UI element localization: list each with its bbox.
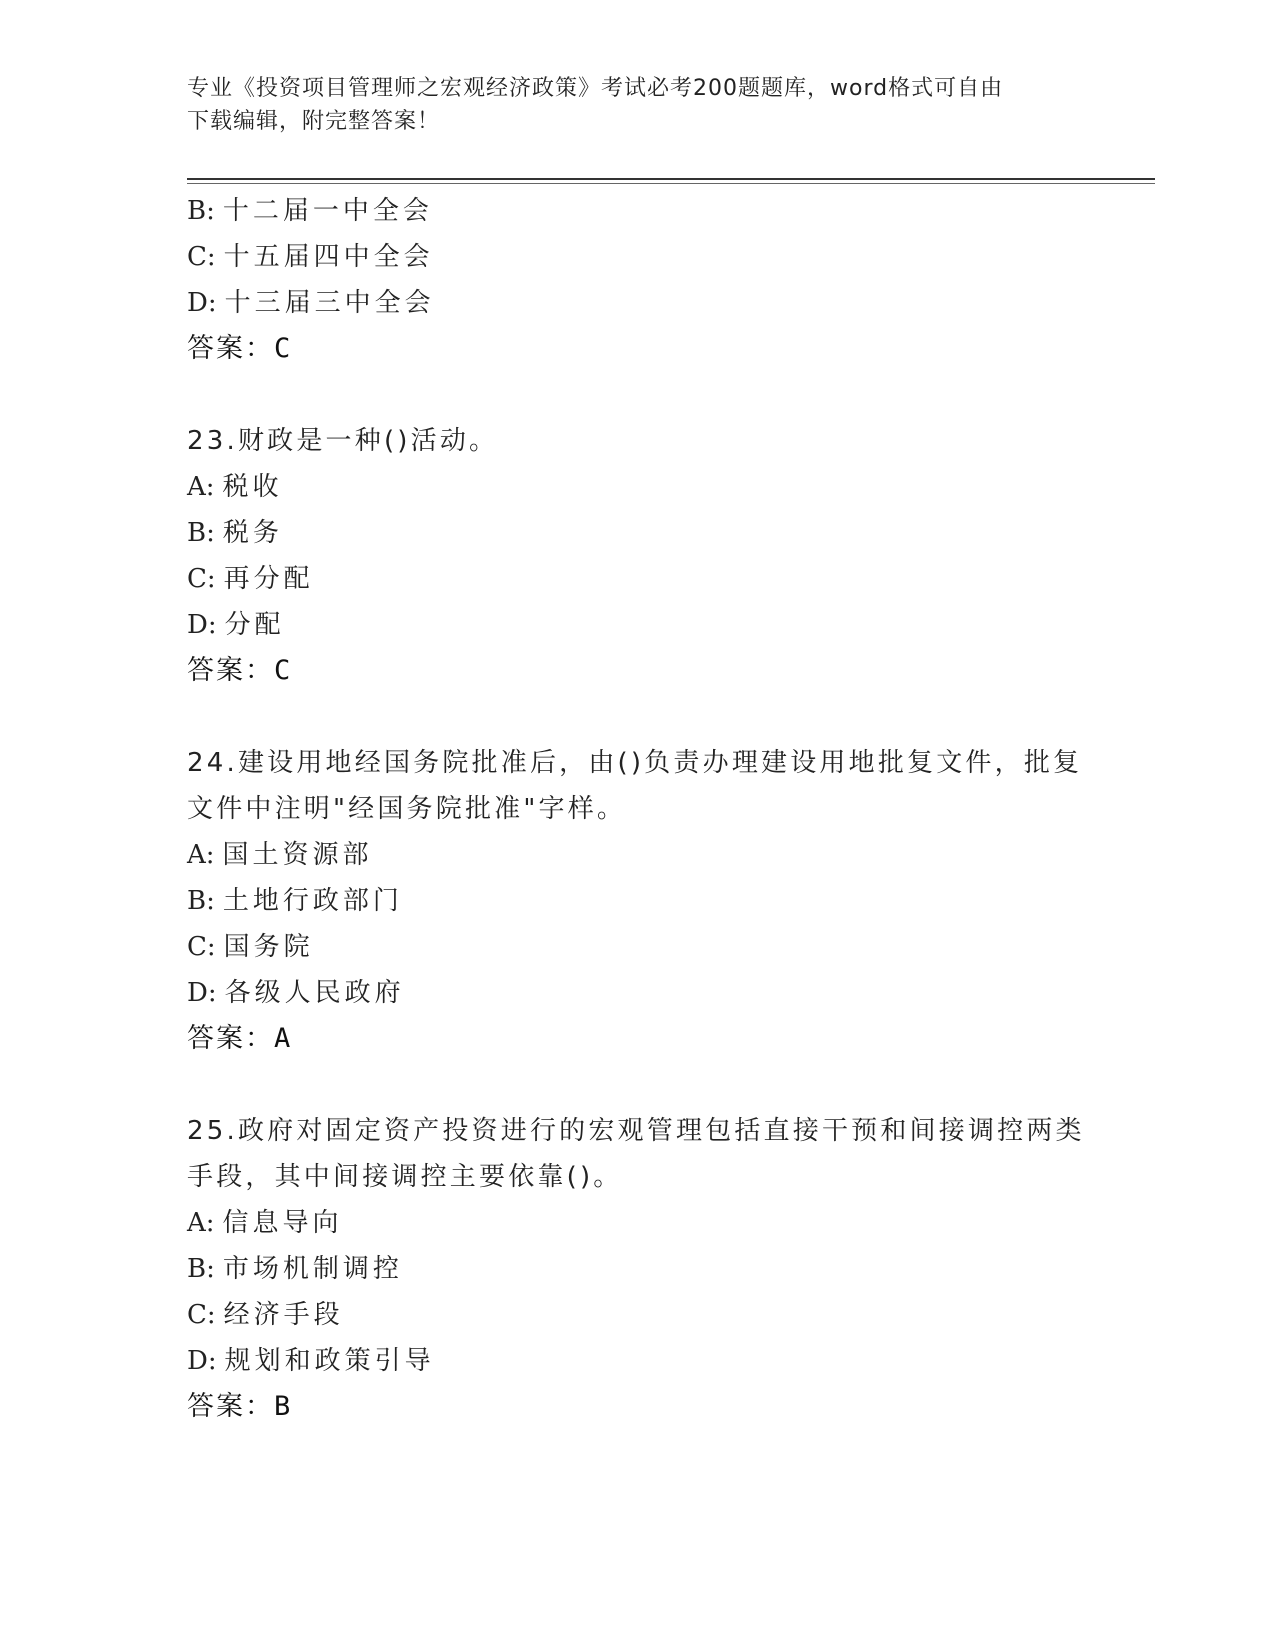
option-letter: C: xyxy=(187,932,216,962)
question-text-line-2: 手段，其中间接调控主要依靠()。 xyxy=(187,1162,623,1192)
answer-label: 答案： xyxy=(187,333,274,364)
option-letter: B: xyxy=(187,886,215,916)
question-23 xyxy=(187,418,1087,694)
spacer xyxy=(187,694,1087,740)
question-text-line-1: 24.建设用地经国务院批准后，由()负责办理建设用地批复文件，批复 xyxy=(187,748,1083,778)
option-c xyxy=(187,556,1087,602)
option-c xyxy=(187,924,1087,970)
option-b xyxy=(187,188,1087,234)
answer-value: C xyxy=(274,655,293,686)
answer-line xyxy=(187,1384,1087,1430)
question-25 xyxy=(187,1108,1087,1430)
option-text: 国务院 xyxy=(223,932,314,962)
option-text: 规划和政策引导 xyxy=(224,1346,435,1376)
option-letter: B: xyxy=(187,518,215,548)
option-letter: D: xyxy=(187,610,217,640)
answer-line xyxy=(187,326,1087,372)
option-d xyxy=(187,280,1087,326)
option-letter: D: xyxy=(187,1346,217,1376)
question-text-line-2: 文件中注明"经国务院批准"字样。 xyxy=(187,794,627,824)
option-text: 十五届四中全会 xyxy=(223,242,434,272)
option-letter: C: xyxy=(187,1300,216,1330)
option-text: 十二届一中全会 xyxy=(222,196,433,226)
option-letter: A: xyxy=(187,840,215,870)
question-list xyxy=(187,188,1087,1430)
option-c xyxy=(187,234,1087,280)
option-text: 信息导向 xyxy=(222,1208,343,1238)
option-c xyxy=(187,1292,1087,1338)
answer-value: C xyxy=(274,333,293,364)
option-text: 税收 xyxy=(222,472,283,502)
answer-label: 答案： xyxy=(187,1391,274,1422)
option-a xyxy=(187,832,1087,878)
option-letter: B: xyxy=(187,1254,215,1284)
option-letter: C: xyxy=(187,242,216,272)
document-header xyxy=(187,72,1087,138)
option-text: 再分配 xyxy=(223,564,314,594)
option-letter: C: xyxy=(187,564,216,594)
answer-value: B xyxy=(274,1391,293,1422)
option-letter: A: xyxy=(187,472,215,502)
option-a xyxy=(187,1200,1087,1246)
spacer xyxy=(187,1062,1087,1108)
option-text: 各级人民政府 xyxy=(224,978,405,1008)
option-text: 税务 xyxy=(222,518,283,548)
answer-label: 答案： xyxy=(187,655,274,686)
option-text: 十三届三中全会 xyxy=(224,288,435,318)
option-letter: D: xyxy=(187,978,217,1008)
question-24 xyxy=(187,740,1087,1062)
option-b xyxy=(187,878,1087,924)
header-line-1: 专业《投资项目管理师之宏观经济政策》考试必考200题题库，word格式可自由 xyxy=(187,76,1004,101)
option-text: 分配 xyxy=(224,610,285,640)
question-text: 23.财政是一种()活动。 xyxy=(187,426,499,456)
option-text: 国土资源部 xyxy=(222,840,373,870)
option-a xyxy=(187,464,1087,510)
answer-label: 答案： xyxy=(187,1023,274,1054)
header-divider-thick xyxy=(187,178,1155,180)
option-letter: D: xyxy=(187,288,217,318)
option-d xyxy=(187,1338,1087,1384)
option-b xyxy=(187,1246,1087,1292)
question-text-line-1: 25.政府对固定资产投资进行的宏观管理包括直接干预和间接调控两类 xyxy=(187,1116,1085,1146)
spacer xyxy=(187,372,1087,418)
answer-line xyxy=(187,648,1087,694)
header-line-2: 下载编辑，附完整答案！ xyxy=(187,109,441,134)
option-letter: B: xyxy=(187,196,215,226)
option-text: 市场机制调控 xyxy=(222,1254,403,1284)
answer-value: A xyxy=(274,1023,293,1054)
answer-line xyxy=(187,1016,1087,1062)
option-b xyxy=(187,510,1087,556)
option-d xyxy=(187,602,1087,648)
header-divider-thin xyxy=(187,183,1155,184)
option-d xyxy=(187,970,1087,1016)
option-text: 经济手段 xyxy=(223,1300,344,1330)
question-22-fragment xyxy=(187,188,1087,372)
option-text: 土地行政部门 xyxy=(222,886,403,916)
option-letter: A: xyxy=(187,1208,215,1238)
